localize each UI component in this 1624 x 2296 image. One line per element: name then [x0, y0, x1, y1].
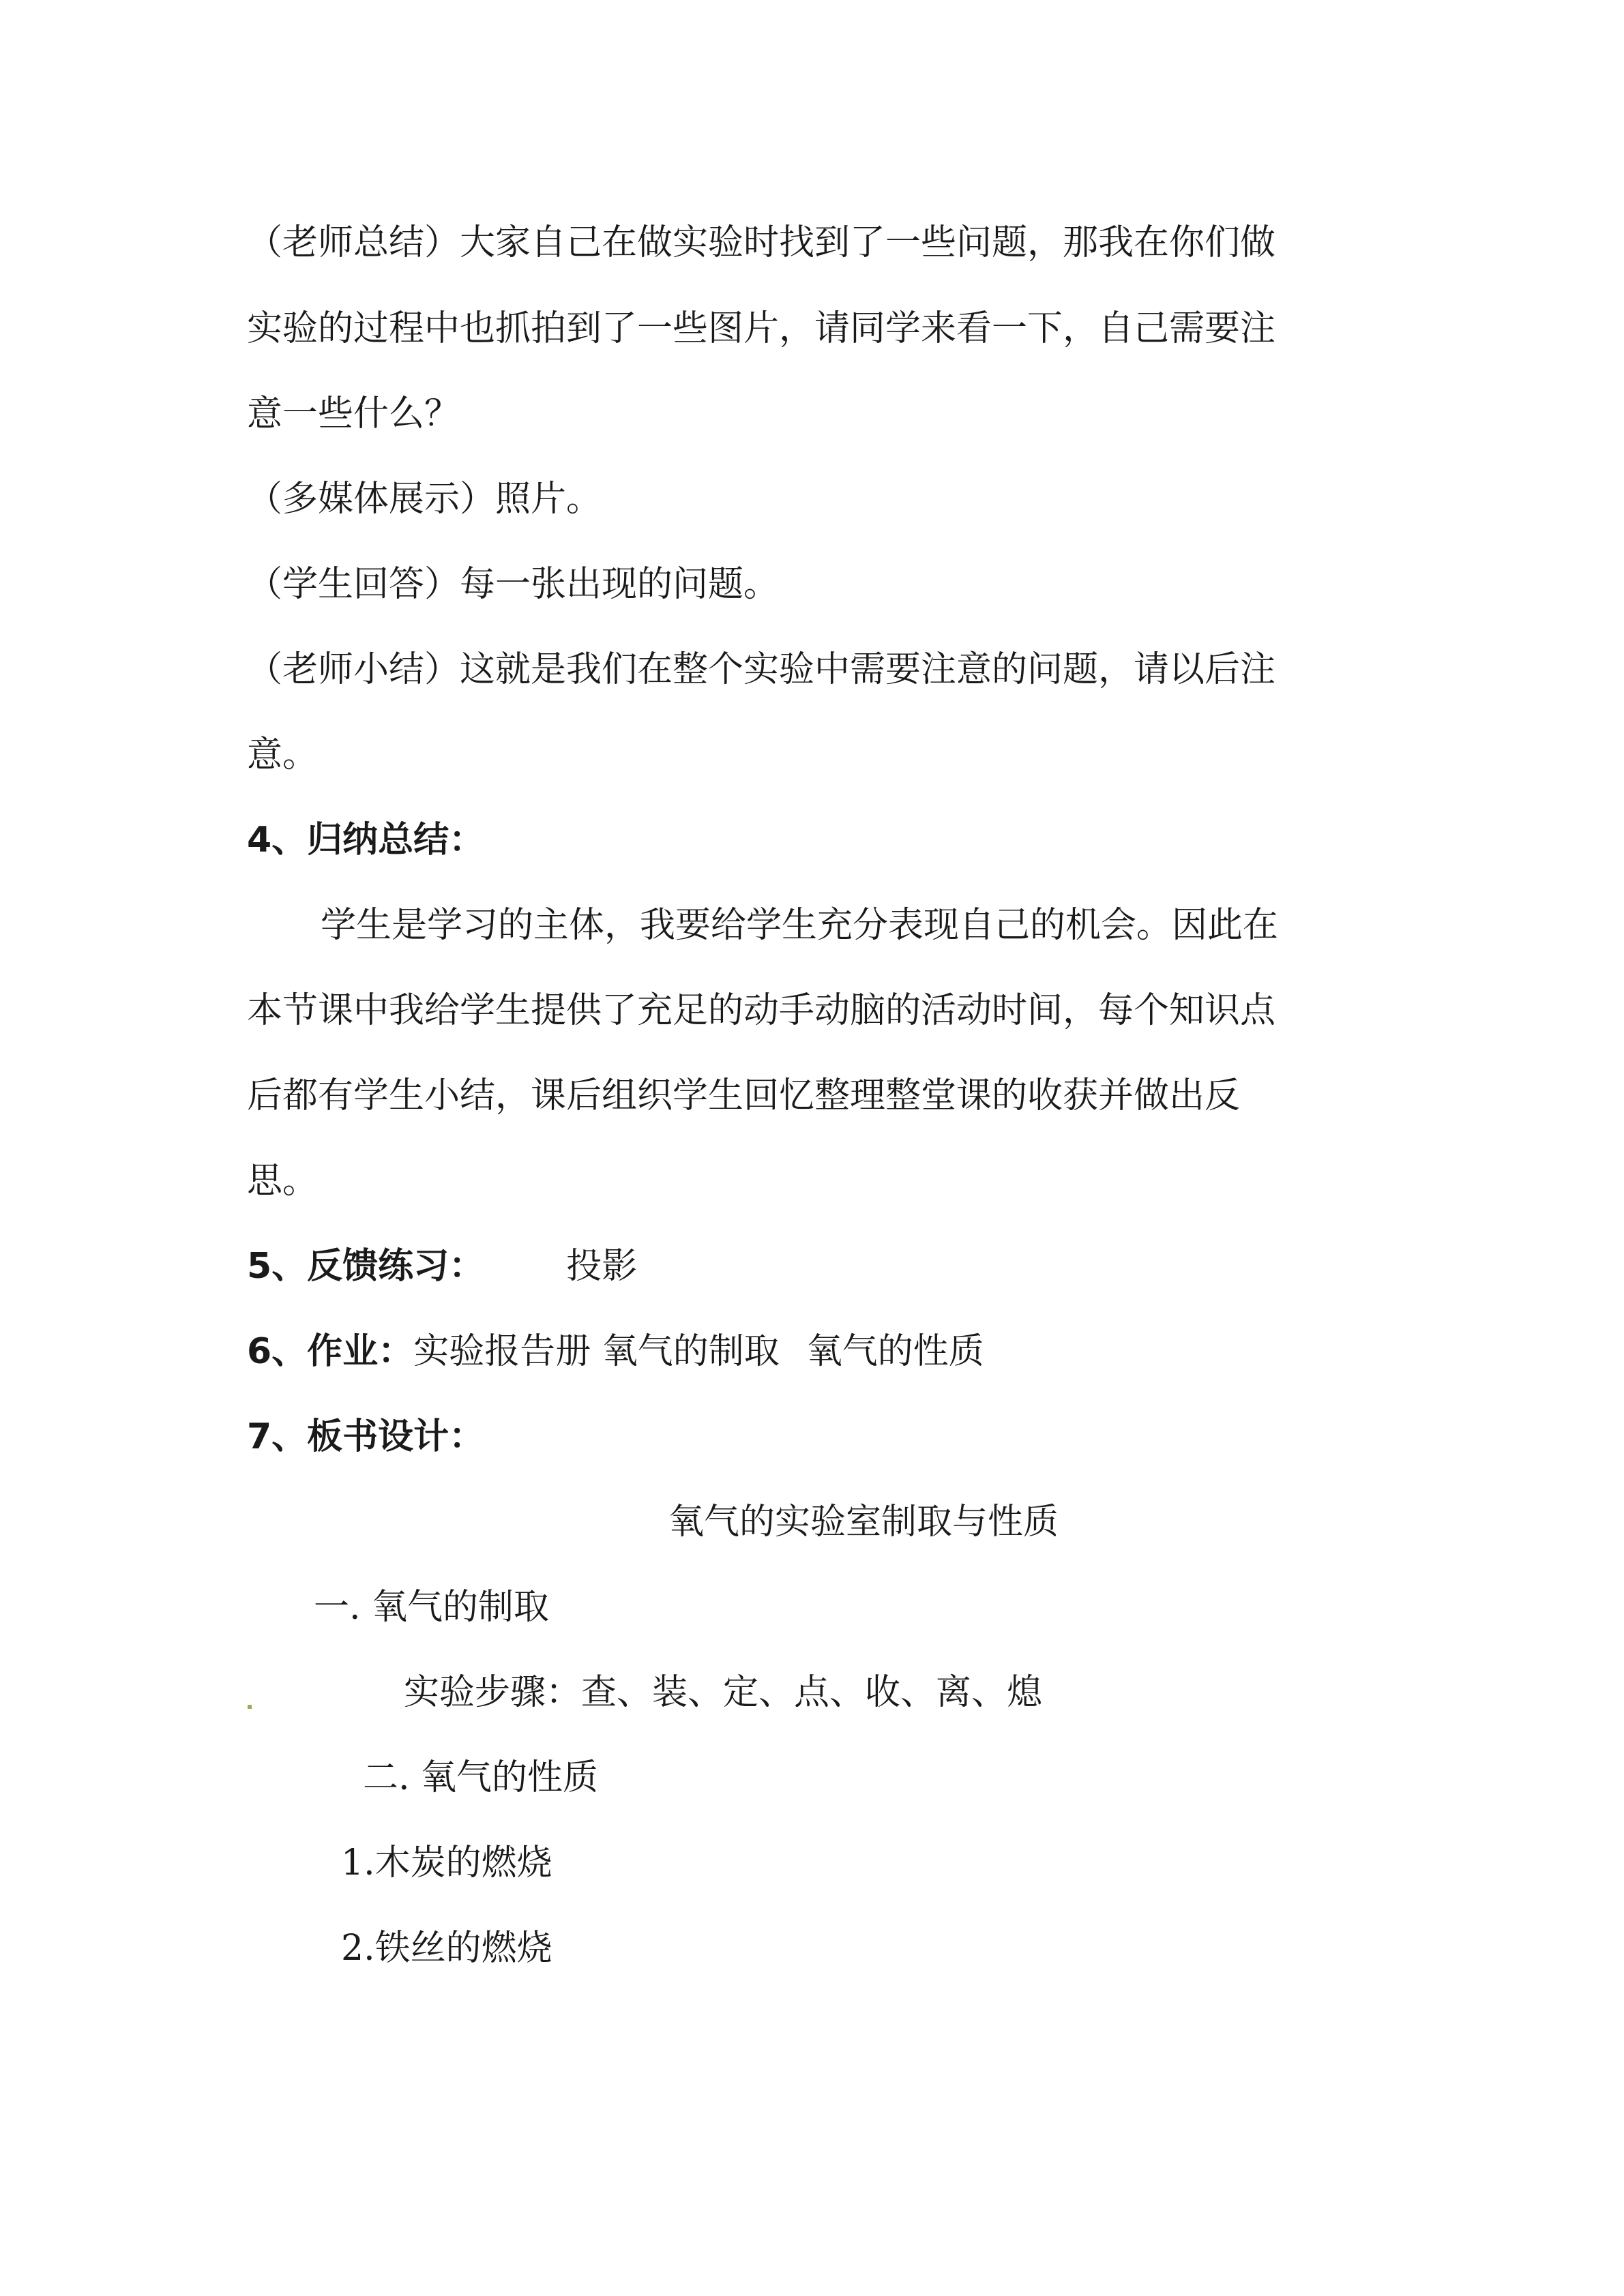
section-4-line-3: 后都有学生小结，课后组织学生回忆整理整堂课的收获并做出反 — [247, 1075, 1241, 1116]
section-5-row — [247, 1244, 637, 1288]
board-part-1: 一. 氧气的制取 — [314, 1587, 550, 1628]
paragraph-teacher-summary-line-2: 实验的过程中也抓拍到了一些图片，请同学来看一下，自己需要注 — [247, 308, 1276, 349]
board-part-2: 二. 氧气的性质 — [363, 1757, 599, 1798]
paragraph-student-answer: （学生回答）每一张出现的问题。 — [247, 564, 780, 605]
section-7-heading: 7、板书设计： — [247, 1416, 485, 1457]
stray-mark — [248, 1705, 252, 1709]
section-4-line-4: 思。 — [247, 1161, 319, 1202]
section-6-item-2: 氧气的性质 — [806, 1331, 984, 1372]
paragraph-teacher-brief-line-2: 意。 — [247, 734, 319, 775]
paragraph-multimedia: （多媒体展示）照片。 — [247, 479, 602, 520]
section-6-row — [247, 1330, 984, 1373]
section-6-item-1: 实验报告册 氧气的制取 — [413, 1331, 780, 1372]
section-4-line-1: 学生是学习的主体，我要给学生充分表现自己的机会。因此在 — [321, 905, 1279, 946]
board-title: 氧气的实验室制取与性质 — [668, 1502, 1059, 1542]
board-steps: 实验步骤：查、装、定、点、收、离、熄 — [404, 1672, 1043, 1713]
section-5-content: 投影 — [566, 1246, 638, 1287]
section-5-heading: 5、反馈练习： — [247, 1246, 485, 1287]
paragraph-teacher-summary-line-3: 意一些什么？ — [247, 393, 460, 434]
section-6-heading: 6、作业： — [247, 1331, 414, 1372]
board-item-2: 2.铁丝的燃烧 — [341, 1928, 552, 1969]
paragraph-teacher-summary-line-1: （老师总结）大家自己在做实验时找到了一些问题，那我在你们做 — [247, 222, 1276, 263]
section-4-heading: 4、归纳总结： — [247, 820, 485, 861]
section-4-line-2: 本节课中我给学生提供了充足的动手动脑的活动时间，每个知识点 — [247, 990, 1276, 1031]
paragraph-teacher-brief-line-1: （老师小结）这就是我们在整个实验中需要注意的问题，请以后注 — [247, 649, 1276, 690]
board-item-1: 1.木炭的燃烧 — [341, 1843, 552, 1883]
